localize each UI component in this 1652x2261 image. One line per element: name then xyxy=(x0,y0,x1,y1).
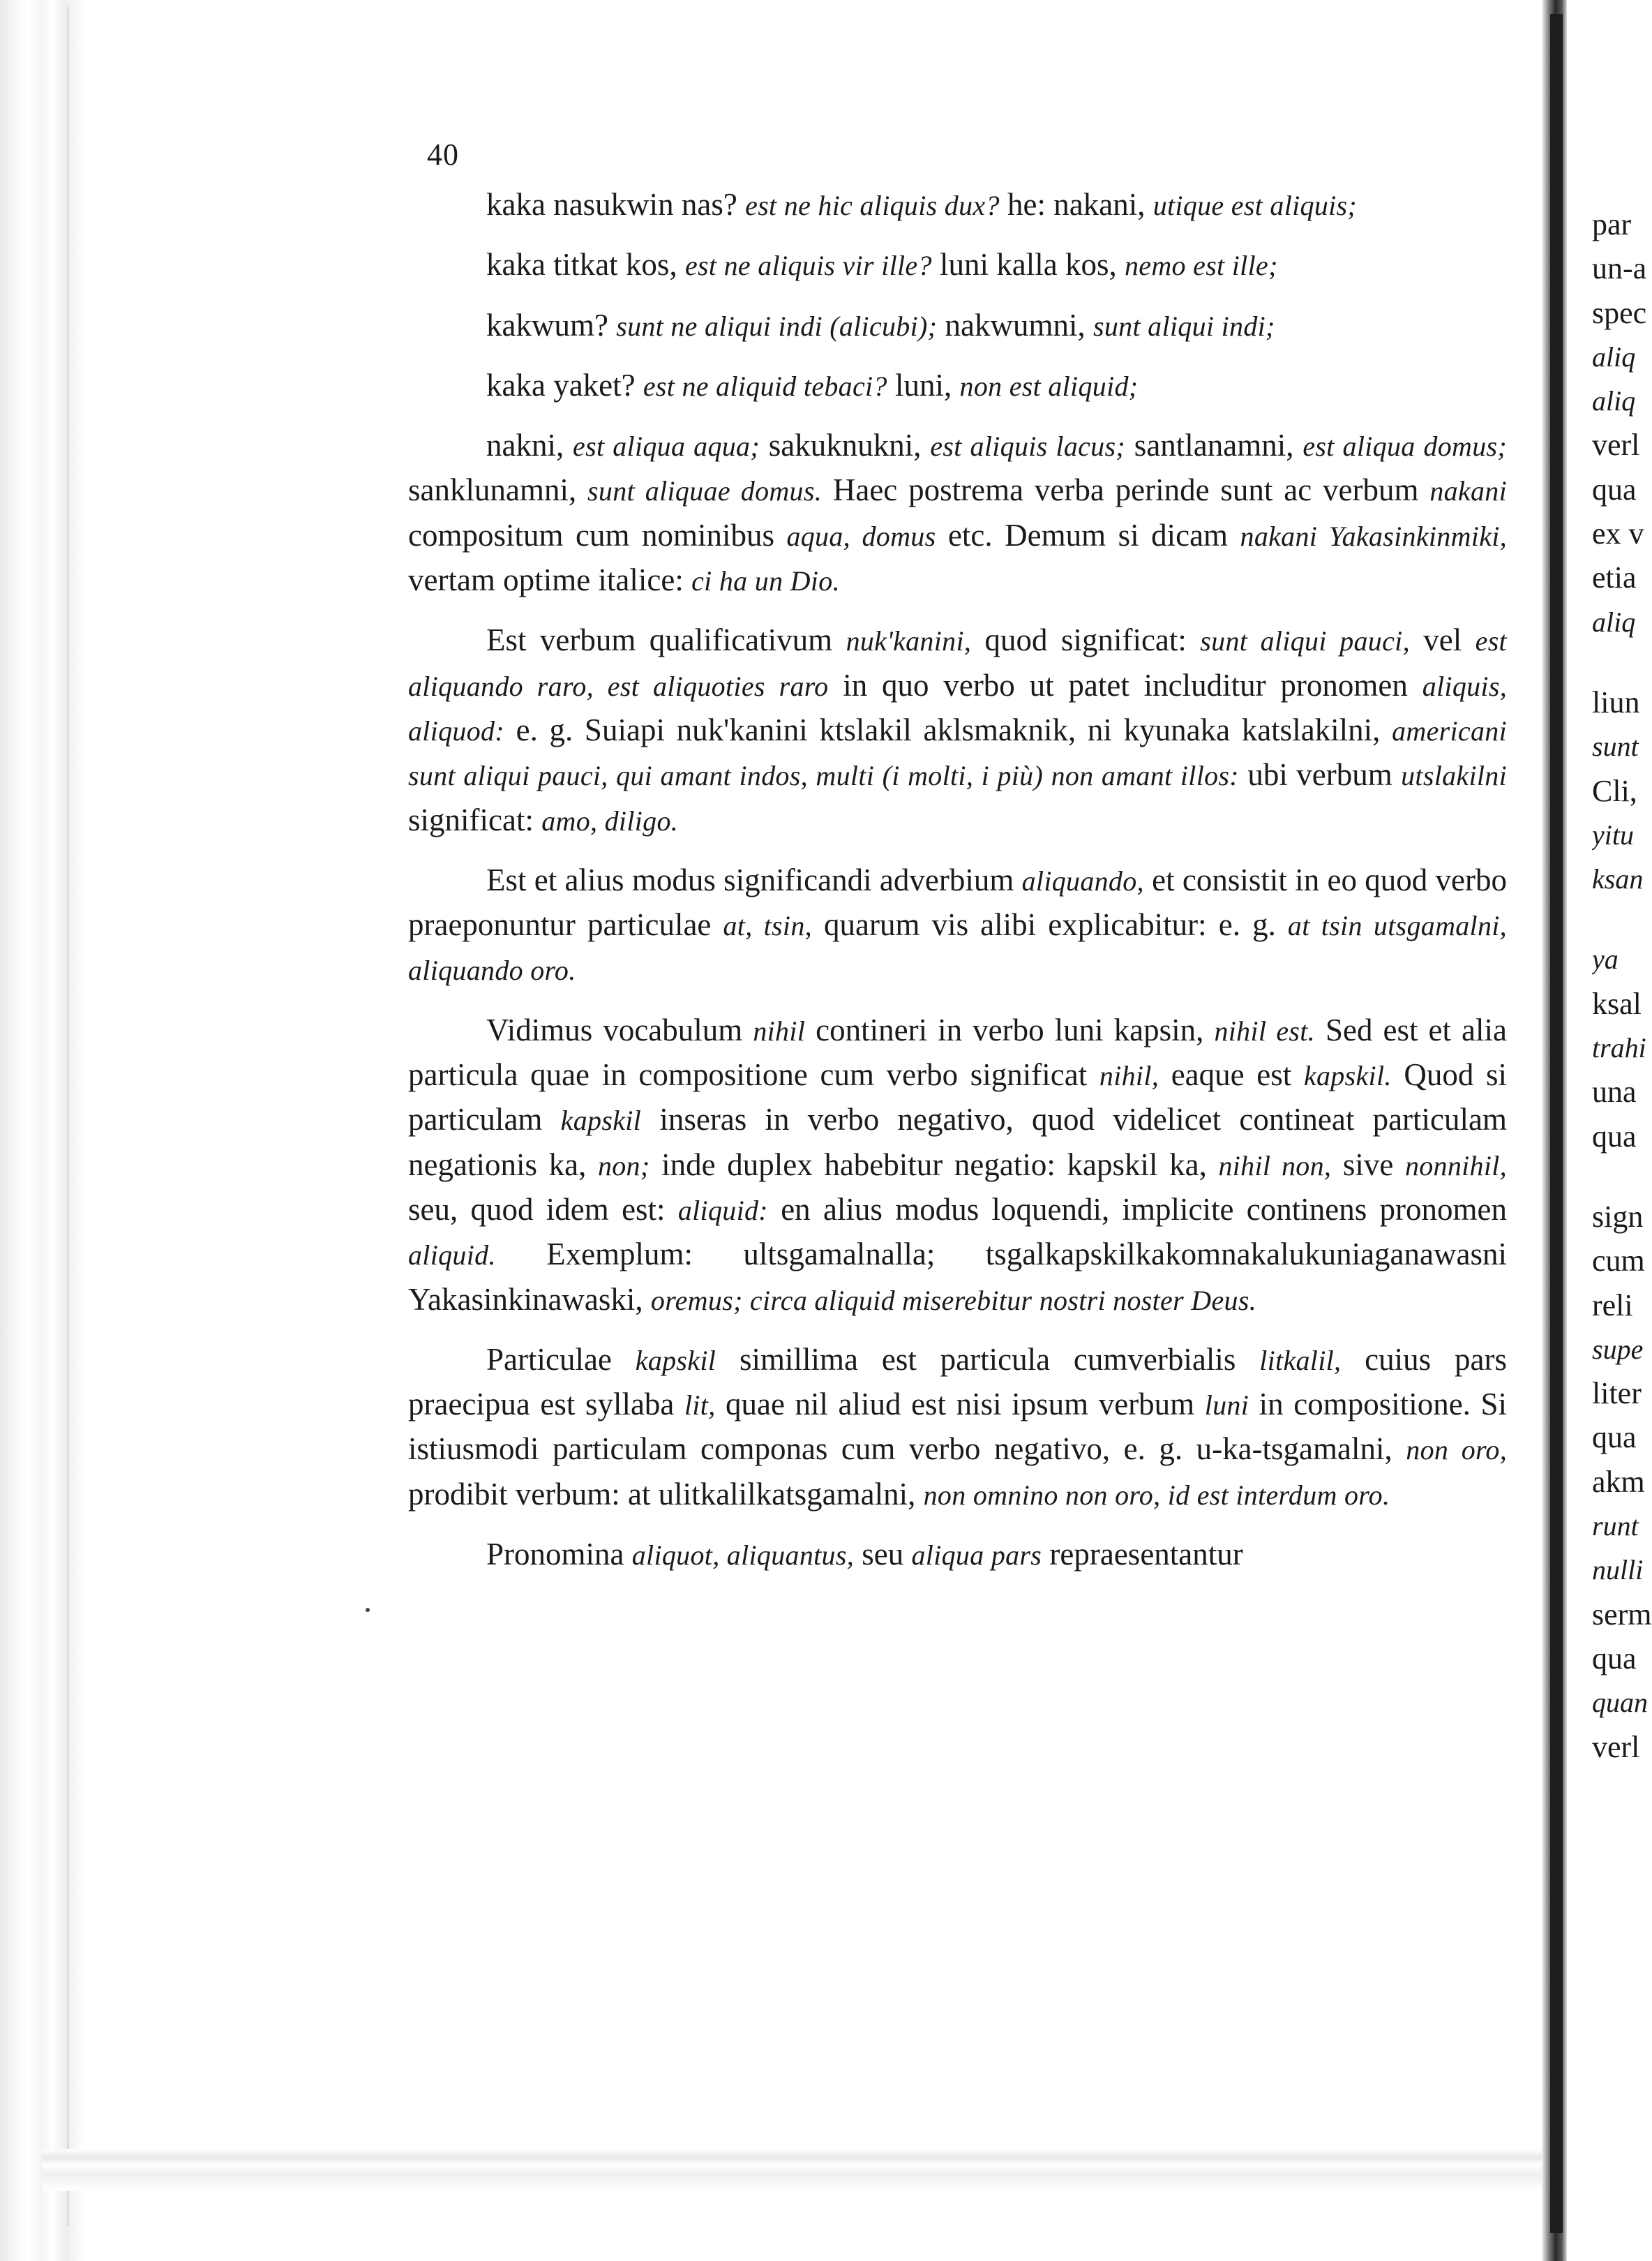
left-edge-line xyxy=(67,7,69,2226)
next-page-line-fragment: verl xyxy=(1592,1729,1640,1764)
next-page-line-fragment: sign xyxy=(1592,1199,1644,1234)
italic-text: amo, diligo. xyxy=(541,805,679,837)
text-run: kaka titkat kos, xyxy=(486,247,685,283)
italic-text: est aliquando raro, est aliquoties raro xyxy=(408,625,1507,702)
text-run: quae nil aliud est nisi ipsum verbum xyxy=(715,1387,1205,1422)
italic-text: est aliquis lacus; xyxy=(930,431,1125,463)
next-page-line-fragment: ex v xyxy=(1592,516,1644,551)
text-run: inseras in verbo negativo, quod videlicet contineat particulam negationis ka, xyxy=(408,1102,1507,1182)
text-run: Est verbum qualificativum xyxy=(486,622,846,658)
italic-text: sunt aliquae domus. xyxy=(587,475,823,507)
text-run: Haec postrema verba perinde sunt ac verbum xyxy=(822,472,1430,508)
next-page-line-fragment: qua xyxy=(1592,1641,1637,1676)
next-page-line-fragment: Cli, xyxy=(1592,773,1637,808)
italic-text: lit, xyxy=(684,1389,716,1421)
italic-text: est aliqua domus; xyxy=(1302,431,1507,463)
gutter-shadow xyxy=(1550,14,1563,2233)
text-run: compositum cum nominibus xyxy=(408,517,787,553)
text-run: repraesentantur xyxy=(1042,1537,1243,1572)
text-run: contineri in verbo luni kapsin, xyxy=(805,1012,1215,1047)
italic-text: at tsin utsgamalni, aliquando oro. xyxy=(408,910,1507,987)
italic-text: sunt ne aliqui indi (alicubi); xyxy=(616,310,938,342)
text-run: Est et alius modus significandi adverbium xyxy=(486,862,1022,897)
page-number: 40 xyxy=(427,137,459,172)
italic-text: non oro, xyxy=(1406,1434,1508,1466)
next-page-line-fragment: liun xyxy=(1592,685,1640,719)
text-run: prodibit verbum: at ulitkalilkatsgamalni, xyxy=(408,1476,924,1512)
italic-text: non omnino non oro, id est interdum oro. xyxy=(923,1479,1390,1511)
text-run: vertam optime italice: xyxy=(408,562,692,598)
text-run: cuius pars praecipua est syllaba xyxy=(408,1341,1507,1422)
next-page-line-fragment: una xyxy=(1592,1075,1637,1110)
next-page-line-fragment: cum xyxy=(1592,1244,1645,1278)
italic-text: nakani xyxy=(1429,475,1507,507)
italic-text: sunt aliqui indi; xyxy=(1093,310,1275,342)
adjacent-page-fragment xyxy=(1592,202,1652,1769)
text-run: Sed est et alia particula quae in compositione cum verbo significat xyxy=(408,1012,1507,1093)
italic-text: aliquid: xyxy=(677,1194,768,1226)
page-body xyxy=(408,183,1507,1577)
italic-text: luni xyxy=(1204,1389,1249,1421)
next-page-line-fragment: sunt xyxy=(1592,731,1639,763)
text-run: sakuknukni, xyxy=(759,428,931,463)
fragment-gap xyxy=(1592,1158,1652,1195)
text-run: ubi verbum xyxy=(1238,757,1402,793)
next-page-line-fragment: ksan xyxy=(1592,863,1644,895)
next-page-line-fragment: un-a xyxy=(1592,251,1647,286)
next-page-line-fragment: aliq xyxy=(1592,385,1636,417)
next-page-line-fragment: nulli xyxy=(1592,1554,1644,1586)
italic-text: utique est aliquis; xyxy=(1152,190,1358,221)
next-page-line-fragment: qua xyxy=(1592,1119,1637,1154)
italic-text: aliquid. xyxy=(408,1239,496,1271)
left-page-edge xyxy=(0,0,84,2261)
text-run: en alius modus loquendi, implicite continens pronomen xyxy=(767,1191,1507,1227)
text-run: Particulae xyxy=(486,1341,636,1377)
italic-text: nihil non, xyxy=(1218,1149,1332,1181)
text-run: nakni, xyxy=(486,428,573,463)
fragment-gap xyxy=(1592,901,1652,937)
next-page-line-fragment: aliq xyxy=(1592,341,1636,373)
text-run: sive xyxy=(1331,1147,1405,1182)
text-run: simillima est particula cumverbialis xyxy=(716,1341,1260,1377)
text-run: etc. Demum si dicam xyxy=(936,517,1240,553)
italic-text: kapskil xyxy=(560,1105,642,1137)
next-page-line-fragment: trahi xyxy=(1592,1032,1646,1064)
italic-text: utslakilni xyxy=(1401,760,1508,792)
text-run: Quod si particulam xyxy=(408,1057,1508,1137)
paragraph xyxy=(408,304,1507,348)
italic-text: aliquot, aliquantus, xyxy=(631,1539,854,1572)
next-page-line-fragment: verl xyxy=(1592,428,1640,463)
italic-text: kapskil xyxy=(635,1344,716,1376)
next-page-line-fragment: qua xyxy=(1592,472,1637,507)
italic-text: non est aliquid; xyxy=(959,370,1139,402)
text-run: kaka yaket? xyxy=(486,367,643,403)
next-page-line-fragment: aliq xyxy=(1592,606,1636,638)
next-page-line-fragment: spec xyxy=(1592,295,1647,330)
paragraph xyxy=(408,183,1507,227)
italic-text: nonnihil, xyxy=(1404,1149,1507,1181)
next-page-line-fragment: yitu xyxy=(1592,819,1634,851)
next-page-line-fragment: akm xyxy=(1592,1464,1645,1499)
text-run: in compositione. Si istiusmodi particulam componas cum verbo negativo, e. g. u-ka-tsgamalni, xyxy=(408,1387,1507,1467)
text-run: sanklunamni, xyxy=(408,472,588,508)
text-run: e. g. Suiapi nuk'kanini ktslakil aklsmaknik, ni kyunaka katslakilni, xyxy=(504,712,1392,747)
paragraph xyxy=(408,618,1507,842)
text-run: kaka nasukwin nas? xyxy=(486,187,746,222)
paragraph xyxy=(408,243,1507,288)
text-run: santlanamni, xyxy=(1125,428,1303,463)
italic-text: aliqua pars xyxy=(911,1539,1042,1572)
paragraph xyxy=(408,364,1507,408)
italic-text: americani sunt aliqui pauci, qui amant indos, multi (i molti, i più) non amant illos: xyxy=(408,715,1507,792)
italic-text: est ne aliquid tebaci? xyxy=(643,370,887,402)
italic-text: est aliqua aqua; xyxy=(573,431,760,463)
italic-text: est ne aliquis vir ille? xyxy=(684,250,932,282)
paragraph xyxy=(408,1008,1507,1322)
bottom-page-edge xyxy=(42,2149,1549,2191)
text-run: luni kalla kos, xyxy=(931,247,1125,283)
italic-text: nihil, xyxy=(1099,1060,1159,1092)
text-run: inde duplex habebitur negatio: kapskil ka, xyxy=(649,1147,1219,1182)
text-run: significat: xyxy=(408,802,542,837)
next-page-line-fragment: reli xyxy=(1592,1288,1633,1322)
text-run: seu, quod idem est: xyxy=(408,1191,678,1227)
next-page-line-fragment: serm xyxy=(1592,1597,1652,1632)
text-run: vel xyxy=(1409,622,1475,658)
italic-text: at, tsin, xyxy=(723,910,812,942)
italic-text: aliquando, xyxy=(1021,865,1144,897)
next-page-line-fragment: ya xyxy=(1592,943,1619,976)
text-run: kakwum? xyxy=(486,307,617,343)
italic-text: nakani Yakasinkinmiki, xyxy=(1240,520,1507,552)
italic-text: non; xyxy=(597,1149,650,1181)
next-page-line-fragment: etia xyxy=(1592,560,1637,595)
next-page-line-fragment: par xyxy=(1592,207,1632,241)
next-page-line-fragment: qua xyxy=(1592,1420,1637,1455)
next-page-line-fragment: liter xyxy=(1592,1376,1642,1411)
italic-text: nuk'kanini, xyxy=(846,625,972,657)
next-page-line-fragment: ksal xyxy=(1592,986,1642,1021)
italic-text: aliquis, aliquod: xyxy=(408,670,1507,747)
italic-text: ci ha un Dio. xyxy=(691,565,840,597)
paragraph xyxy=(408,1532,1507,1577)
text-run: in quo verbo ut patet includitur pronomen xyxy=(828,667,1422,703)
text-run: quod significat: xyxy=(971,622,1201,658)
text-run: Pronomina xyxy=(486,1537,632,1572)
italic-text: kapskil. xyxy=(1303,1060,1392,1092)
text-run: eaque est xyxy=(1159,1057,1304,1093)
italic-text: aqua, domus xyxy=(786,520,936,552)
italic-text: nemo est ille; xyxy=(1125,250,1278,282)
paragraph xyxy=(408,424,1507,603)
text-run: luni, xyxy=(887,367,960,403)
italic-text: nihil est. xyxy=(1214,1015,1315,1047)
text-run: et consistit in eo quod verbo praeponuntur particulae xyxy=(408,862,1507,943)
italic-text: est ne hic aliquis dux? xyxy=(745,190,1000,221)
paper-speck xyxy=(366,1608,370,1612)
text-run: Exemplum: ultsgamalnalla; tsgalkapskilkakomnakalukuniaganawasni Yakasinkinawaski, xyxy=(408,1237,1507,1317)
italic-text: oremus; circa aliquid miserebitur nostri noster Deus. xyxy=(650,1284,1256,1316)
italic-text: sunt aliqui pauci, xyxy=(1200,625,1410,657)
paragraph xyxy=(408,1338,1507,1517)
text-run: nakwumni, xyxy=(937,307,1093,343)
next-page-line-fragment: quan xyxy=(1592,1687,1648,1719)
italic-text: litkalil, xyxy=(1259,1344,1342,1376)
text-run: he: nakani, xyxy=(999,187,1153,222)
text-run: Vidimus vocabulum xyxy=(486,1012,753,1047)
text-run: seu xyxy=(854,1537,912,1572)
next-page-line-fragment: runt xyxy=(1592,1510,1639,1542)
paragraph xyxy=(408,858,1507,993)
text-run: quarum vis alibi explicabitur: e. g. xyxy=(811,907,1288,943)
italic-text: nihil xyxy=(753,1015,806,1047)
next-page-line-fragment: supe xyxy=(1592,1333,1644,1365)
fragment-gap xyxy=(1592,644,1652,680)
